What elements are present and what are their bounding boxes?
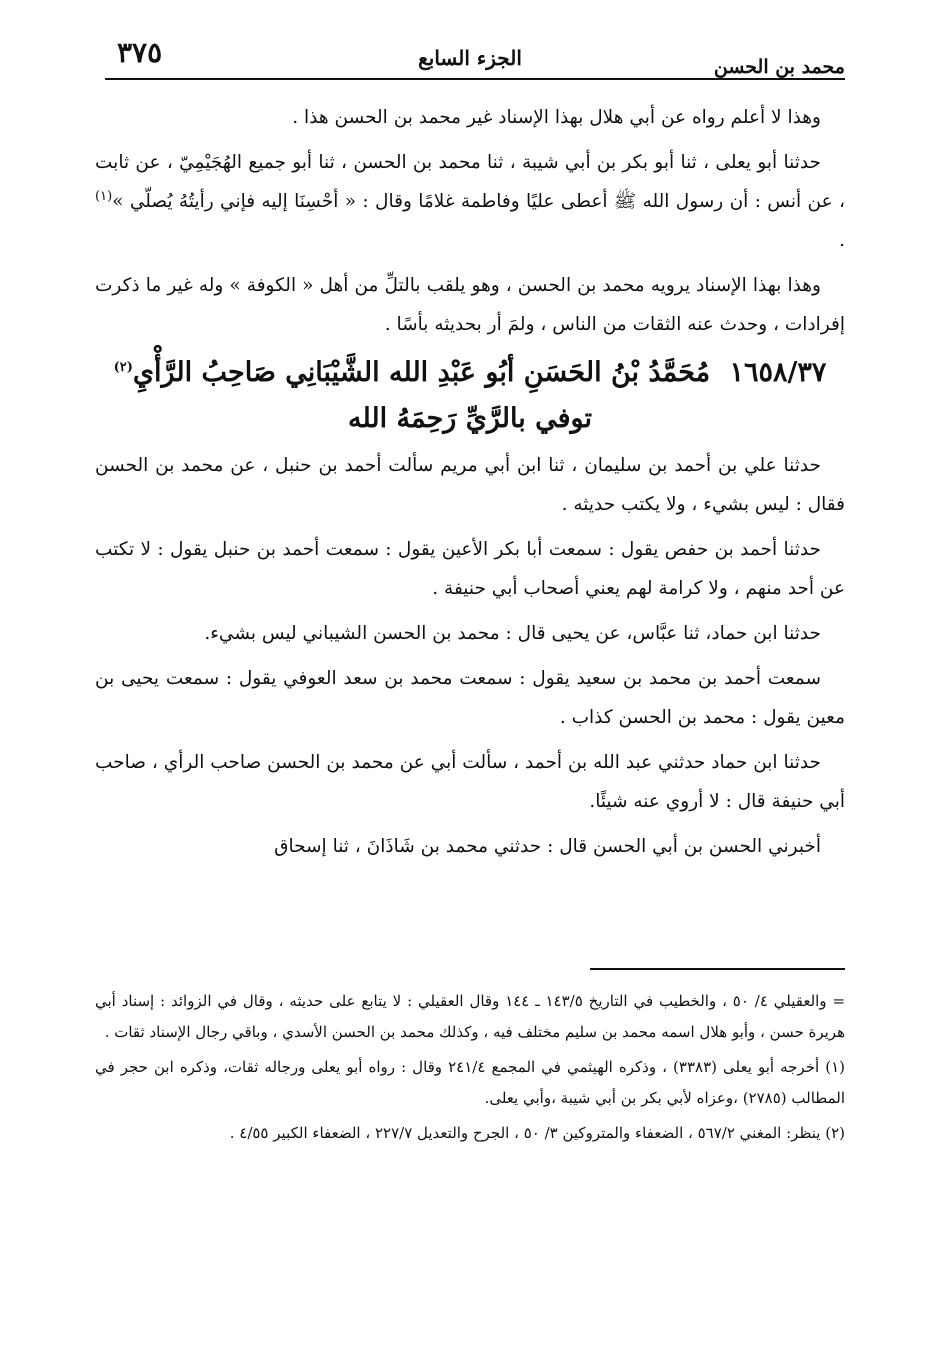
volume-title: الجزء السابع	[418, 46, 522, 70]
paragraph	[95, 143, 845, 260]
paragraph: أخبرني الحسن بن أبي الحسن قال : حدثني محمد بن شَاذَانَ ، ثنا إسحاق	[274, 836, 821, 857]
page-number: ٣٧٥	[117, 36, 163, 69]
paragraph-end: .	[839, 230, 845, 251]
entry-name: مُحَمَّدُ بْنُ الحَسَنِ أبُو عَبْدِ الله الشَّيْبَانِي صَاحِبُ الرَّأْيِ	[132, 357, 711, 388]
paragraph-text: حدثنا أبو يعلى ، ثنا أبو بكر بن أبي شيبة ، ثنا محمد بن الحسن ، ثنا أبو جميع الهُجَيْمِيّ ، عن ثابت ، عن أنس : أن رسول الله ﷺ أعطى عليًا وفاطمة غلامًا وقال : « أحْسِنَا إليه فإني رأيتُهُ يُصلّي »	[95, 152, 845, 212]
paragraph: حدثنا أحمد بن حفص يقول : سمعت أبا بكر الأعين يقول : سمعت أحمد بن حنبل يقول : لا تكتب عن أحد منهم ، ولا كرامة لهم يعني أصحاب أبي حنيفة .	[95, 539, 845, 599]
running-header	[95, 36, 845, 80]
footnote-rule	[590, 968, 845, 970]
main-text	[95, 98, 845, 872]
entry-number: ١٦٥٨/٣٧	[729, 357, 827, 388]
footnote-ref: (١)	[95, 188, 113, 204]
header-rule	[105, 78, 845, 80]
footnote-2: (٢) ينظر: المغني ٥٦٧/٢ ، الضعفاء والمتروكين ٣/ ٥٠ ، الجرح والتعديل ٢٢٧/٧ ، الضعفاء الكبير ٤/٥٥ .	[229, 1124, 845, 1142]
paragraph: حدثنا ابن حماد، ثنا عبَّاس، عن يحيى قال : محمد بن الحسن الشيباني ليس بشيء.	[204, 623, 821, 644]
footnote-1: (١) أخرجه أبو يعلى (٣٣٨٣) ، وذكره الهيثمي في المجمع ٢٤١/٤ وقال : رواه أبو يعلى ورجاله ثقات، وذكره ابن حجر في المطالب (٢٧٨٥) ،وعزاه لأبي بكر بن أبي شيبة ،وأبي يعلى.	[95, 1058, 845, 1107]
entry-heading	[95, 350, 845, 442]
running-title: محمد بن الحسن	[713, 56, 845, 78]
footnote-continued: = والعقيلي ٤/ ٥٠ ، والخطيب في التاريخ ١٤٣/٥ ـ ١٤٤ وقال العقيلي : لا يتابع على حديثه ، وقال في الزوائد : إسناد أبي هريرة حسن ، وأبو هلال اسمه محمد بن سليم مختلف فيه ، وكذلك محمد بن الحسن الأسدي ، وباقي رجال الإسناد ثقات .	[95, 992, 846, 1041]
entry-heading-line1	[95, 350, 845, 396]
footnote-ref: (٢)	[113, 360, 133, 375]
paragraph: وهذا لا أعلم رواه عن أبي هلال بهذا الإسناد غير محمد بن الحسن هذا .	[292, 107, 821, 128]
paragraph: حدثنا علي بن أحمد بن سليمان ، ثنا ابن أبي مريم سألت أحمد بن حنبل ، عن محمد بن الحسن فقال : ليس بشيء ، ولا يكتب حديثه .	[95, 455, 845, 515]
paragraph: وهذا بهذا الإسناد يرويه محمد بن الحسن ، وهو يلقب بالتلِّ من أهل « الكوفة » وله غير ما ذكرت إفرادات ، وحدث عنه الثقات من الناس ، ولمَ أر بحديثه بأسًا .	[95, 275, 845, 335]
paragraph: سمعت أحمد بن محمد بن سعيد يقول : سمعت محمد بن سعد العوفي يقول : سمعت يحيى بن معين يقول : محمد بن الحسن كذاب .	[95, 668, 845, 728]
footnotes	[95, 986, 845, 1153]
paragraph: حدثنا ابن حماد حدثني عبد الله بن أحمد ، سألت أبي عن محمد بن الحسن صاحب الرأي ، صاحب أبي حنيفة قال : لا أروي عنه شيئًا.	[95, 752, 845, 812]
entry-heading-line2: توفي بالرَّيِّ رَحِمَهُ الله	[347, 403, 593, 434]
